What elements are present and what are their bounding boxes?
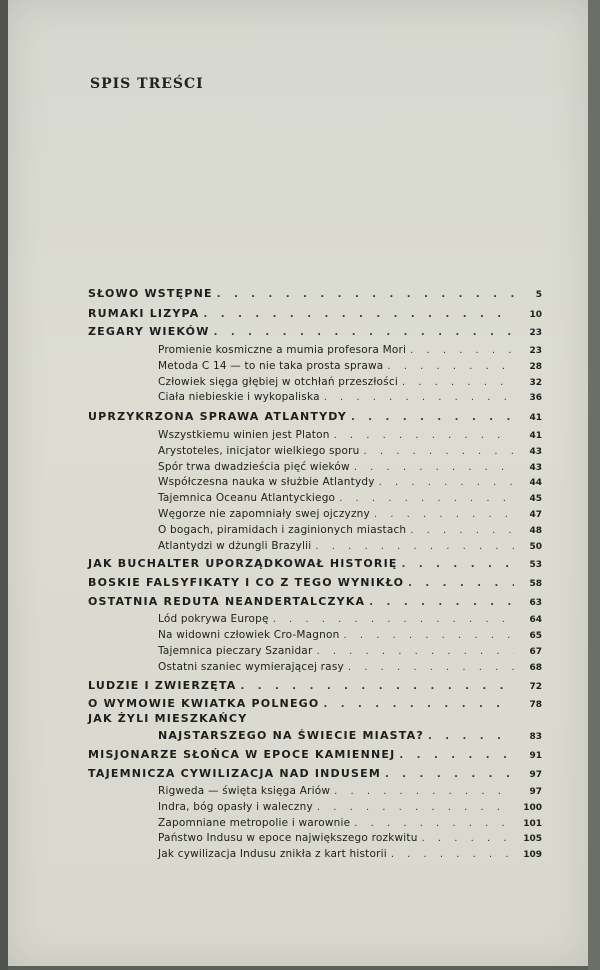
toc-entry-page: 97 — [529, 787, 542, 797]
toc-entry-page: 78 — [529, 700, 542, 710]
toc-subentry — [158, 508, 542, 520]
toc-subentry — [158, 661, 542, 673]
toc-entry-title: LUDZIE I ZWIERZĘTA — [88, 679, 237, 692]
toc-entry-page: 36 — [529, 393, 542, 403]
leader-dots — [374, 509, 514, 520]
toc-entry-title: Atlantydzi w dżungli Brazylii — [158, 540, 312, 552]
toc-subentry — [158, 391, 542, 403]
leader-dots — [204, 309, 514, 320]
toc-subentry — [158, 629, 542, 641]
toc-entry-page: 28 — [529, 362, 542, 372]
toc-entry — [88, 697, 542, 710]
toc-entry-title: O WYMOWIE KWIATKA POLNEGO — [88, 697, 320, 710]
toc-subentry — [158, 524, 542, 536]
toc-entry-page: 23 — [529, 346, 542, 356]
leader-dots — [408, 578, 514, 589]
toc-entry-title: Człowiek sięga głębiej w otchłań przeszłości — [158, 376, 398, 388]
toc-entry-title: TAJEMNICZA CYWILIZACJA NAD INDUSEM — [88, 767, 381, 780]
leader-dots — [240, 681, 514, 692]
toc-entry-page: 97 — [529, 770, 542, 780]
leader-dots — [273, 614, 514, 625]
toc-entry-page: 47 — [529, 510, 542, 520]
toc-entry — [88, 410, 542, 423]
toc-entry-page: 10 — [529, 310, 542, 320]
leader-dots — [399, 750, 514, 761]
toc-entry-page: 100 — [523, 803, 542, 813]
toc-entry-page: 41 — [529, 431, 542, 441]
toc-entry-title: Współczesna nauka w służbie Atlantydy — [158, 476, 375, 488]
leader-dots — [410, 345, 514, 356]
toc-subentry — [158, 344, 542, 356]
toc-entry-title: Spór trwa dwadzieścia pięć wieków — [158, 461, 350, 473]
toc-entry-page: 64 — [529, 615, 542, 625]
toc-subentry — [158, 376, 542, 388]
toc-subentry — [158, 360, 542, 372]
toc-subentry — [158, 785, 542, 797]
toc-entry-page: 32 — [529, 378, 542, 388]
toc-entry-page: 23 — [529, 328, 542, 338]
toc-entry-page: 44 — [529, 478, 542, 488]
toc-entry-page: 101 — [523, 819, 542, 829]
toc-entry-title: Arystoteles, inicjator wielkiego sporu — [158, 445, 360, 457]
toc-entry-page: 41 — [529, 413, 542, 423]
toc-entry-title: Jak cywilizacja Indusu znikła z kart historii — [158, 848, 387, 860]
toc-entry-page: 91 — [529, 751, 542, 761]
toc-entry-page: 58 — [529, 579, 542, 589]
leader-dots — [391, 849, 514, 860]
leader-dots — [410, 525, 514, 536]
toc-entry — [88, 576, 542, 589]
toc-entry-title: NAJSTARSZEGO NA ŚWIECIE MIASTA? — [158, 729, 424, 742]
toc-subentry — [158, 848, 542, 860]
leader-dots — [344, 630, 514, 641]
toc-entry-page: 67 — [529, 647, 542, 657]
leader-dots — [316, 646, 514, 657]
toc-entry-title: MISJONARZE SŁOŃCA W EPOCE KAMIENNEJ — [88, 748, 396, 761]
toc-subentry — [158, 645, 542, 657]
toc-entry — [88, 679, 542, 692]
toc-entry-title: Ciała niebieskie i wykopaliska — [158, 391, 320, 403]
toc-subentry — [158, 540, 542, 552]
toc-entry-title: JAK ŻYLI MIESZKAŃCY — [88, 712, 248, 725]
leader-dots — [334, 430, 514, 441]
toc-entry-page: 50 — [529, 542, 542, 552]
toc-entry-title: Metoda C 14 — to nie taka prosta sprawa — [158, 360, 384, 372]
toc-entry-title: ZEGARY WIEKÓW — [88, 325, 210, 338]
leader-dots — [428, 731, 514, 742]
toc-entry — [88, 767, 542, 780]
toc-entry-page: 72 — [529, 682, 542, 692]
toc-entry-title: Państwo Indusu w epoce największego rozkwitu — [158, 832, 418, 844]
toc-entry-title: OSTATNIA REDUTA NEANDERTALCZYKA — [88, 595, 366, 608]
toc-entry — [88, 748, 542, 761]
toc-entry-title: Rigweda — święta księga Ariów — [158, 785, 331, 797]
toc-subentry — [158, 817, 542, 829]
leader-dots — [348, 662, 514, 673]
leader-dots — [354, 818, 514, 829]
toc-subentry — [158, 429, 542, 441]
toc-entry — [88, 325, 542, 338]
toc-subentry — [158, 476, 542, 488]
leader-dots — [385, 769, 514, 780]
leader-dots — [379, 477, 514, 488]
toc-entry-title: BOSKIE FALSYFIKATY I CO Z TEGO WYNIKŁO — [88, 576, 405, 589]
leader-dots — [214, 327, 514, 338]
leader-dots — [422, 833, 514, 844]
toc-entry-title: Indra, bóg opasły i waleczny — [158, 801, 313, 813]
toc-entry-title: RUMAKI LIZYPA — [88, 307, 200, 320]
leader-dots — [315, 541, 514, 552]
leader-dots — [369, 597, 514, 608]
toc-entry-page: 109 — [523, 850, 542, 860]
leader-dots — [217, 289, 514, 300]
leader-dots — [364, 446, 514, 457]
toc-entry-title: SŁOWO WSTĘPNE — [88, 287, 213, 300]
leader-dots — [354, 462, 514, 473]
leader-dots — [339, 493, 514, 504]
toc-entry-title: Zapomniane metropolie i warownie — [158, 817, 351, 829]
toc-subentry — [158, 461, 542, 473]
toc-entry-title: Tajemnica pieczary Szanidar — [158, 645, 313, 657]
toc-subentry — [158, 445, 542, 457]
leader-dots — [402, 559, 514, 570]
toc-entry — [88, 557, 542, 570]
toc-entry-page: 83 — [529, 732, 542, 742]
toc-entry-page: 105 — [523, 834, 542, 844]
toc-entry — [88, 287, 542, 300]
toc-entry-page: 43 — [529, 463, 542, 473]
toc-entry-page: 43 — [529, 447, 542, 457]
toc-entry-title: JAK BUCHALTER UPORZĄDKOWAŁ HISTORIĘ — [88, 557, 398, 570]
leader-dots — [324, 392, 514, 403]
toc-entry-title: O bogach, piramidach i zaginionych miastach — [158, 524, 407, 536]
toc-entry-page: 65 — [529, 631, 542, 641]
toc-entry-title: Ostatni szaniec wymierającej rasy — [158, 661, 344, 673]
toc-entry — [88, 595, 542, 608]
toc-entry-page: 45 — [529, 494, 542, 504]
toc-entry-page: 5 — [535, 290, 542, 300]
toc-entry-page: 68 — [529, 663, 542, 673]
leader-dots — [317, 802, 514, 813]
leader-dots — [323, 699, 514, 710]
toc-entry-title: Wszystkiemu winien jest Platon — [158, 429, 330, 441]
toc-entry — [88, 712, 542, 725]
toc-entry-title: Węgorze nie zapomniały swej ojczyzny — [158, 508, 370, 520]
toc-entry — [158, 729, 542, 742]
leader-dots — [387, 361, 514, 372]
toc-entry — [88, 307, 542, 320]
toc-entry-page: 53 — [529, 560, 542, 570]
toc-entry-title: Promienie kosmiczne a mumia profesora Mori — [158, 344, 407, 356]
page-title: SPIS TREŚCI — [90, 76, 204, 92]
toc-subentry — [158, 613, 542, 625]
toc-entry-title: UPRZYKRZONA SPRAWA ATLANTYDY — [88, 410, 347, 423]
leader-dots — [402, 377, 514, 388]
toc-entry-title: Lód pokrywa Europę — [158, 613, 269, 625]
toc-entry-page: 63 — [529, 598, 542, 608]
leader-dots — [351, 412, 514, 423]
toc-subentry — [158, 801, 542, 813]
toc-entry-title: Tajemnica Oceanu Atlantyckiego — [158, 492, 336, 504]
toc-subentry — [158, 832, 542, 844]
leader-dots — [334, 786, 514, 797]
toc-entry-page: 48 — [529, 526, 542, 536]
toc-subentry — [158, 492, 542, 504]
toc-entry-title: Na widowni człowiek Cro-Magnon — [158, 629, 340, 641]
